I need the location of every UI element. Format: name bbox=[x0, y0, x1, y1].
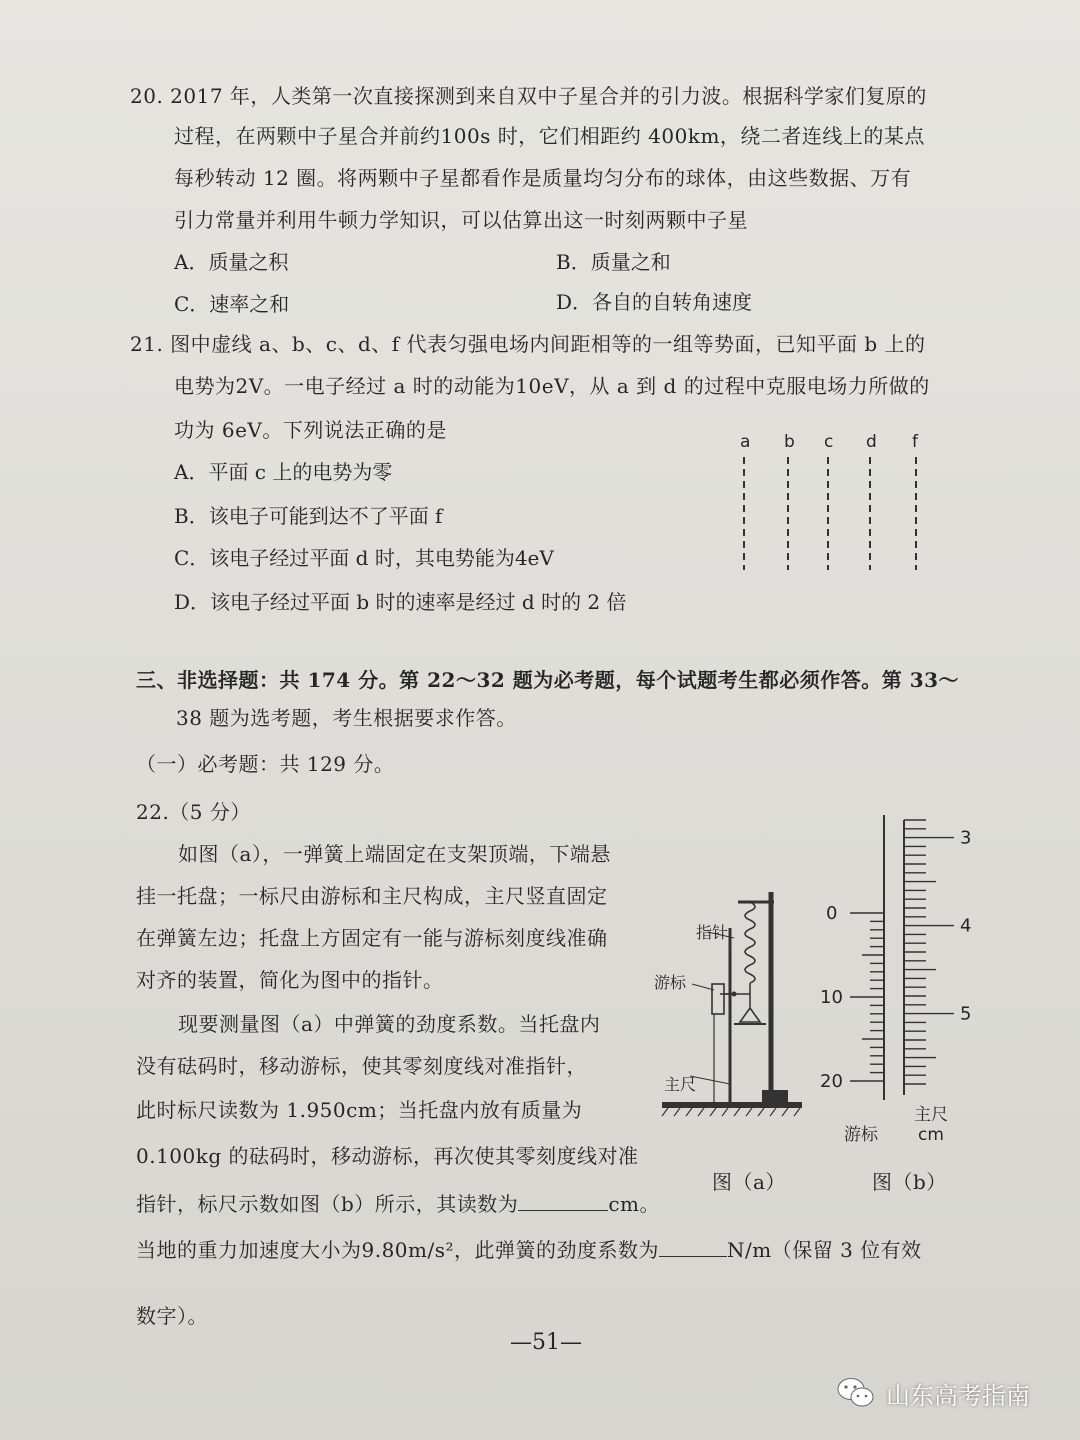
plane-label-f: f bbox=[912, 432, 918, 452]
plane-label-b: b bbox=[784, 432, 795, 452]
q20-option-a: A．质量之积 bbox=[174, 250, 289, 274]
q21-line-1: 21. 图中虚线 a、b、c、d、f 代表匀强电场内间距相等的一组等势面，已知平面 b 上的 bbox=[130, 332, 926, 356]
q20-line-4: 引力常量并利用牛顿力学知识，可以估算出这一时刻两颗中子星 bbox=[174, 208, 748, 232]
vernier-slider bbox=[712, 984, 724, 1014]
section3-heading-line-2: 38 题为选考题，考生根据要求作答。 bbox=[176, 706, 517, 730]
watermark-badge bbox=[836, 1372, 1030, 1414]
q20-option-d: D．各自的自转角速度 bbox=[556, 290, 753, 314]
q20-line-2: 过程，在两颗中子星合并前约100s 时，它们相距约 400km，绕二者连线上的某点 bbox=[174, 124, 925, 148]
answer-blank-stiffness[interactable] bbox=[659, 1238, 727, 1257]
q22-line-6: 没有砝码时，移动游标，使其零刻度线对准指针， bbox=[136, 1054, 587, 1078]
q22-blank-2-suffix: N/m（保留 3 位有效 bbox=[727, 1238, 922, 1262]
label-vernier-b: 游标 bbox=[844, 1125, 878, 1145]
wechat-icon bbox=[836, 1376, 876, 1410]
base-plate bbox=[662, 1102, 802, 1108]
label-main-scale-b: 主尺 bbox=[914, 1105, 948, 1125]
q22-blank-1-unit: cm。 bbox=[608, 1192, 660, 1216]
answer-blank-reading[interactable] bbox=[518, 1192, 608, 1211]
spring bbox=[745, 902, 755, 983]
vernier-label-20: 20 bbox=[820, 1071, 843, 1092]
plane-label-c: c bbox=[824, 432, 834, 452]
figure-a-caption: 图（a） bbox=[712, 1170, 786, 1194]
plane-label-d: d bbox=[866, 432, 877, 452]
vernier-label-0: 0 bbox=[826, 903, 838, 924]
q22-blank-1-prefix: 指针，标尺示数如图（b）所示，其读数为 bbox=[136, 1192, 519, 1216]
q21-option-b: B．该电子可能到达不了平面 f bbox=[174, 504, 443, 528]
equipotential-planes-figure bbox=[720, 425, 940, 575]
q22-blank-2-prefix: 当地的重力加速度大小为9.80m/s²，此弹簧的劲度系数为 bbox=[136, 1238, 660, 1262]
base-hatching bbox=[662, 1108, 800, 1116]
q22-line-4: 对齐的装置，简化为图中的指针。 bbox=[136, 968, 444, 992]
main-scale-label-3: 3 bbox=[960, 827, 972, 849]
q21-line-2: 电势为2V。一电子经过 a 时的动能为10eV，从 a 到 d 的过程中克服电场力所做的 bbox=[174, 374, 930, 398]
q20-option-b: B．质量之和 bbox=[556, 250, 671, 274]
label-unit-cm: cm bbox=[918, 1125, 944, 1145]
figure-a-spring-apparatus bbox=[650, 880, 820, 1120]
q22-blank-line-2 bbox=[136, 1234, 922, 1263]
main-scale-label-5: 5 bbox=[960, 1003, 972, 1025]
watermark-text: 山东高考指南 bbox=[886, 1381, 1030, 1410]
q22-line-1: 如图（a），一弹簧上端固定在支架顶端，下端悬 bbox=[178, 842, 611, 866]
section3-heading: 三、非选择题：共 174 分。第 22～32 题为必考题，每个试题考生都必须作答。第 33～ bbox=[136, 668, 960, 692]
q22-line-5: 现要测量图（a）中弹簧的劲度系数。当托盘内 bbox=[178, 1012, 601, 1036]
main-scale-label-4: 4 bbox=[960, 915, 972, 937]
label-main-scale: 主尺 bbox=[664, 1075, 697, 1094]
figure-b-caption: 图（b） bbox=[872, 1170, 947, 1194]
q22-line-8: 0.100kg 的砝码时，移动游标，再次使其零刻度线对准 bbox=[136, 1144, 639, 1168]
q21-option-d: D．该电子经过平面 b 时的速率是经过 d 时的 2 倍 bbox=[174, 590, 627, 614]
q21-option-a: A．平面 c 上的电势为零 bbox=[174, 460, 393, 484]
q21-option-c: C．该电子经过平面 d 时，其电势能为4eV bbox=[174, 546, 554, 570]
q22-blank-line-1 bbox=[136, 1188, 660, 1217]
plane-label-a: a bbox=[740, 432, 751, 452]
vernier-label-10: 10 bbox=[820, 987, 843, 1008]
stand-foot bbox=[762, 1090, 788, 1102]
q20-line-1: 20. 2017 年，人类第一次直接探测到来自双中子星合并的引力波。根据科学家们复原的 bbox=[130, 84, 927, 108]
q20-option-c: C．速率之和 bbox=[174, 292, 290, 316]
q22-header: 22.（5 分） bbox=[136, 800, 251, 824]
label-pointer: 指针 bbox=[696, 923, 729, 942]
label-vernier: 游标 bbox=[654, 973, 687, 992]
q22-line-3: 在弹簧左边；托盘上方固定有一能与游标刻度线准确 bbox=[136, 926, 608, 950]
q22-line-7: 此时标尺读数为 1.950cm；当托盘内放有质量为 bbox=[136, 1098, 583, 1122]
section3-subheading: （一）必考题：共 129 分。 bbox=[136, 752, 395, 776]
figure-b-vernier-scale bbox=[800, 790, 1000, 1170]
q22-last-line: 数字）。 bbox=[136, 1304, 208, 1328]
q22-line-2: 挂一托盘；一标尺由游标和主尺构成，主尺竖直固定 bbox=[136, 884, 608, 908]
page-number: —51— bbox=[510, 1330, 582, 1355]
tray-support bbox=[740, 1008, 760, 1022]
q21-line-3: 功为 6eV。下列说法正确的是 bbox=[174, 418, 447, 442]
q20-line-3: 每秒转动 12 圈。将两颗中子星都看作是质量均匀分布的球体，由这些数据、万有 bbox=[174, 166, 912, 190]
